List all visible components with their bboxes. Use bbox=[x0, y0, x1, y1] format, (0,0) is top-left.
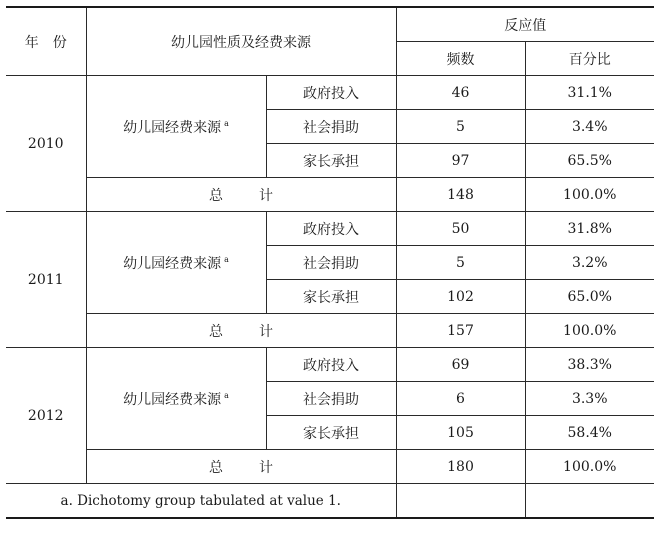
count-cell: 6 bbox=[396, 382, 525, 416]
group-sup: a bbox=[224, 254, 229, 264]
source-label: 政府投入 bbox=[266, 212, 396, 246]
group-sup: a bbox=[224, 118, 229, 128]
group-sup: a bbox=[224, 390, 229, 400]
count-cell: 105 bbox=[396, 416, 525, 450]
total-percent: 100.0% bbox=[525, 450, 654, 484]
count-cell: 102 bbox=[396, 280, 525, 314]
percent-cell: 3.4% bbox=[525, 110, 654, 144]
group-label: 幼儿园经费来源 bbox=[123, 119, 222, 136]
footnote-empty-cell bbox=[525, 484, 654, 519]
source-label: 政府投入 bbox=[266, 348, 396, 382]
total-label: 总 计 bbox=[86, 178, 396, 212]
percent-cell: 31.8% bbox=[525, 212, 654, 246]
percent-cell: 31.1% bbox=[525, 76, 654, 110]
total-count: 148 bbox=[396, 178, 525, 212]
source-label: 家长承担 bbox=[266, 280, 396, 314]
data-table bbox=[6, 6, 654, 519]
group-label: 幼儿园经费来源 bbox=[123, 391, 222, 408]
total-row bbox=[6, 314, 654, 348]
source-label: 社会捐助 bbox=[266, 110, 396, 144]
source-header: 幼儿园性质及经费来源 bbox=[86, 7, 396, 76]
percent-cell: 3.3% bbox=[525, 382, 654, 416]
footnote: a. Dichotomy group tabulated at value 1. bbox=[6, 484, 396, 519]
header-row-1 bbox=[6, 7, 654, 42]
source-label: 家长承担 bbox=[266, 144, 396, 178]
year-cell: 2010 bbox=[6, 76, 86, 212]
percent-cell: 65.5% bbox=[525, 144, 654, 178]
count-cell: 5 bbox=[396, 246, 525, 280]
count-header: 频数 bbox=[396, 42, 525, 76]
percent-cell: 38.3% bbox=[525, 348, 654, 382]
footnote-row bbox=[6, 484, 654, 519]
percent-header: 百分比 bbox=[525, 42, 654, 76]
year-header: 年 份 bbox=[6, 7, 86, 76]
total-label: 总 计 bbox=[86, 450, 396, 484]
response-header: 反应值 bbox=[396, 7, 654, 42]
table-row bbox=[6, 76, 654, 110]
group-label-cell bbox=[86, 348, 266, 450]
total-percent: 100.0% bbox=[525, 314, 654, 348]
count-cell: 46 bbox=[396, 76, 525, 110]
total-percent: 100.0% bbox=[525, 178, 654, 212]
year-cell: 2012 bbox=[6, 348, 86, 484]
table-row bbox=[6, 212, 654, 246]
table-row bbox=[6, 348, 654, 382]
year-cell: 2011 bbox=[6, 212, 86, 348]
source-label: 社会捐助 bbox=[266, 382, 396, 416]
total-count: 180 bbox=[396, 450, 525, 484]
footnote-empty-cell bbox=[396, 484, 525, 519]
group-label-cell bbox=[86, 76, 266, 178]
count-cell: 50 bbox=[396, 212, 525, 246]
group-label-cell bbox=[86, 212, 266, 314]
source-label: 政府投入 bbox=[266, 76, 396, 110]
total-row bbox=[6, 450, 654, 484]
source-label: 家长承担 bbox=[266, 416, 396, 450]
count-cell: 97 bbox=[396, 144, 525, 178]
total-row bbox=[6, 178, 654, 212]
source-label: 社会捐助 bbox=[266, 246, 396, 280]
percent-cell: 3.2% bbox=[525, 246, 654, 280]
percent-cell: 58.4% bbox=[525, 416, 654, 450]
total-count: 157 bbox=[396, 314, 525, 348]
group-label: 幼儿园经费来源 bbox=[123, 255, 222, 272]
percent-cell: 65.0% bbox=[525, 280, 654, 314]
count-cell: 5 bbox=[396, 110, 525, 144]
count-cell: 69 bbox=[396, 348, 525, 382]
total-label: 总 计 bbox=[86, 314, 396, 348]
